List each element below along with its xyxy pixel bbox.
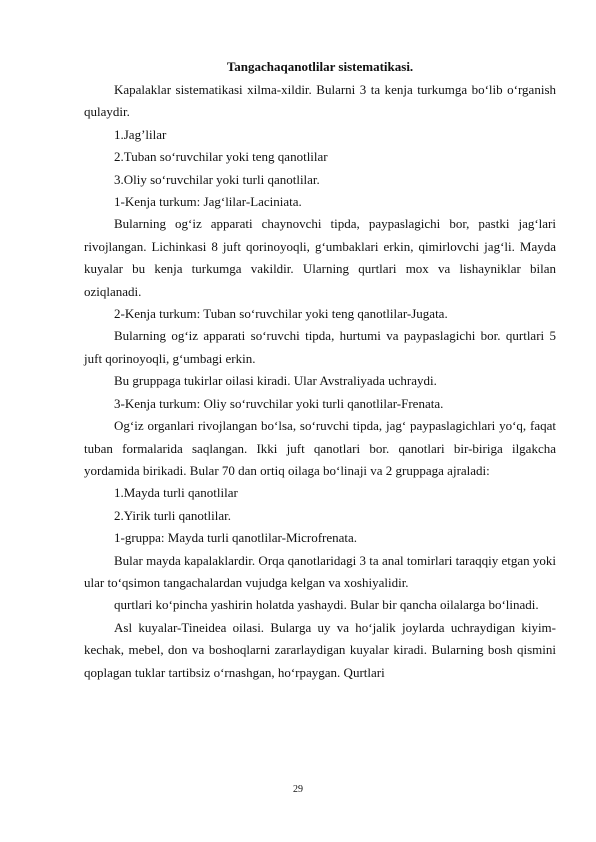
paragraph: Bularning og‘iz apparati so‘ruvchi tipda, hurtumi va paypaslagichi bor. qurtlari 5 juft qorinoyoqli, g‘umbagi erkin. [84,328,556,366]
paragraph: 1-gruppa: Mayda turli qanotlilar-Microfrenata. [114,530,358,546]
paragraph: qurtlari ko‘pincha yashirin holatda yashaydi. Bular bir qancha oilalarga bo‘linadi. [114,597,539,613]
document-page [84,58,556,684]
paragraph: Bu gruppaga tukirlar oilasi kiradi. Ular Avstraliyada uchraydi. [114,373,437,389]
document-title: Tangachaqanotlilar sistematikasi. [226,59,414,74]
paragraph: 2.Yirik turli qanotlilar. [114,507,231,523]
paragraph: 1-Kenja turkum: Jag‘lilar-Laciniata. [114,194,302,210]
paragraph: 3.Oliy so‘ruvchilar yoki turli qanotlilar. [114,171,320,187]
page-number: 29 [293,784,303,795]
paragraph: 1.Mayda turli qanotlilar [114,485,238,501]
paragraph: Kapalaklar sistematikasi xilma-xildir. Bularni 3 ta kenja turkumga bo‘lib o‘rganish qulaydir. [84,82,556,120]
paragraph: Bularning og‘iz apparati chaynovchi tipda, paypaslagichi bor, pastki jag‘lari rivojlangan. Lichinkasi 8 juft qorinoyoqli, g‘umbaklari erkin, qimirlovchi jag‘li. Mayda kuyalar bu kenja turkumga vakildir. Ularning qurtlari mox va lishayniklar bilan oziqlanadi. [84,216,556,299]
paragraph: Asl kuyalar-Tineidea oilasi. Bularga uy va ho‘jalik joylarda uchraydigan kiyim-kechak, mebel, don va boshoqlarni zararlaydigan kuyalar kiradi. Bularning bosh qismini qoplagan tuklar tartibsiz o‘rnashgan, ho‘rpaygan. Qurtlari [84,619,556,680]
paragraph: 2-Kenja turkum: Tuban so‘ruvchilar yoki teng qanotlilar-Jugata. [114,306,448,322]
document-body [84,79,556,684]
paragraph: 3-Kenja turkum: Oliy so‘ruvchilar yoki turli qanotlilar-Frenata. [114,395,444,411]
paragraph: 1.Jag’lilar [114,126,167,142]
paragraph: 2.Tuban so‘ruvchilar yoki teng qanotlilar [114,149,328,165]
paragraph: Og‘iz organlari rivojlangan bo‘lsa, so‘ruvchi tipda, jag‘ paypaslagichlari yo‘q, faqat tuban formalarida saqlangan. Ikki juft qanotlari bor. qanotlari bir-biriga ilgakcha yordamida birikadi. Bular 70 dan ortiq oilaga bo‘linaji va 2 gruppaga ajraladi: [84,418,556,478]
paragraph: Bular mayda kapalaklardir. Orqa qanotlaridagi 3 ta anal tomirlari taraqqiy etgan yoki ular to‘qsimon tangachalardan vujudga kelgan va xoshiyalidir. [84,552,556,590]
